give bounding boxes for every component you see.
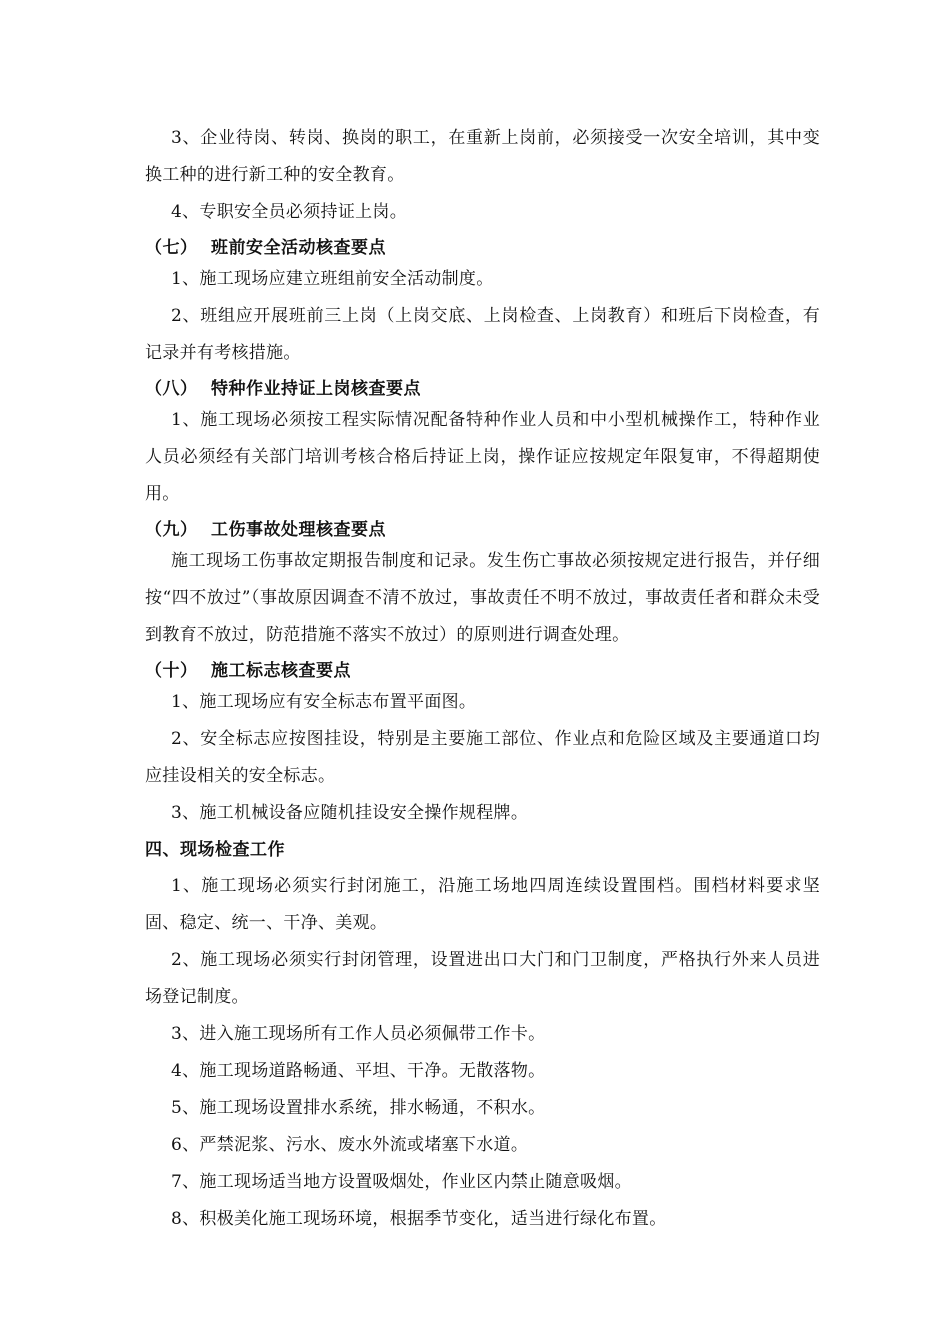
section-heading-10 [145, 658, 820, 684]
paragraph-4-2: 2、施工现场必须实行封闭管理，设置进出口大门和门卫制度，严格执行外来人员进场登记制度。 [145, 950, 820, 1007]
section-number: （八） [145, 379, 198, 399]
paragraph-4-safety-officer: 4、专职安全员必须持证上岗。 [171, 202, 408, 222]
paragraph-4-7: 7、施工现场适当地方设置吸烟处，作业区内禁止随意吸烟。 [171, 1172, 632, 1192]
paragraph-10-1: 1、施工现场应有安全标志布置平面图。 [171, 692, 477, 712]
document-body [145, 120, 820, 1238]
paragraph-3-retraining: 3、企业待岗、转岗、换岗的职工，在重新上岗前，必须接受一次安全培训，其中变换工种的进行新工种的安全教育。 [145, 128, 820, 185]
section-number: （九） [145, 520, 198, 540]
paragraph-7-1: 1、施工现场应建立班组前安全活动制度。 [171, 269, 494, 289]
paragraph-4-8: 8、积极美化施工现场环境，根据季节变化，适当进行绿化布置。 [171, 1209, 667, 1229]
paragraph-10-2: 2、安全标志应按图挂设，特别是主要施工部位、作业点和危险区域及主要通道口均应挂设相关的安全标志。 [145, 729, 820, 786]
paragraph-4-4: 4、施工现场道路畅通、平坦、干净。无散落物。 [171, 1061, 546, 1081]
paragraph-4-1: 1、施工现场必须实行封闭施工，沿施工场地四周连续设置围档。围档材料要求坚固、稳定、统一、干净、美观。 [145, 876, 820, 933]
chapter-heading-4: 四、现场检查工作 [145, 840, 285, 860]
section-heading-9 [145, 517, 820, 543]
section-title: 施工标志核查要点 [211, 661, 351, 681]
paragraph-10-3: 3、施工机械设备应随机挂设安全操作规程牌。 [171, 803, 529, 823]
paragraph-9-1: 施工现场工伤事故定期报告制度和记录。发生伤亡事故必须按规定进行报告，并仔细按“四不放过”（事故原因调查不清不放过，事故责任不明不放过，事故责任者和群众未受到教育不放过，防范措施不落实不放过）的原则进行调查处理。 [145, 551, 820, 645]
section-number: （七） [145, 238, 198, 258]
section-title: 班前安全活动核查要点 [211, 238, 386, 258]
paragraph-4-3: 3、进入施工现场所有工作人员必须佩带工作卡。 [171, 1024, 546, 1044]
paragraph-4-5: 5、施工现场设置排水系统，排水畅通，不积水。 [171, 1098, 546, 1118]
section-heading-8 [145, 376, 820, 402]
section-number: （十） [145, 661, 198, 681]
section-title: 特种作业持证上岗核查要点 [211, 379, 421, 399]
section-heading-7 [145, 235, 820, 261]
paragraph-8-1: 1、施工现场必须按工程实际情况配备特种作业人员和中小型机械操作工，特种作业人员必须经有关部门培训考核合格后持证上岗，操作证应按规定年限复审，不得超期使用。 [145, 410, 820, 504]
paragraph-4-6: 6、严禁泥浆、污水、废水外流或堵塞下水道。 [171, 1135, 529, 1155]
paragraph-7-2: 2、班组应开展班前三上岗（上岗交底、上岗检查、上岗教育）和班后下岗检查，有记录并有考核措施。 [145, 306, 820, 363]
section-title: 工伤事故处理核查要点 [211, 520, 386, 540]
